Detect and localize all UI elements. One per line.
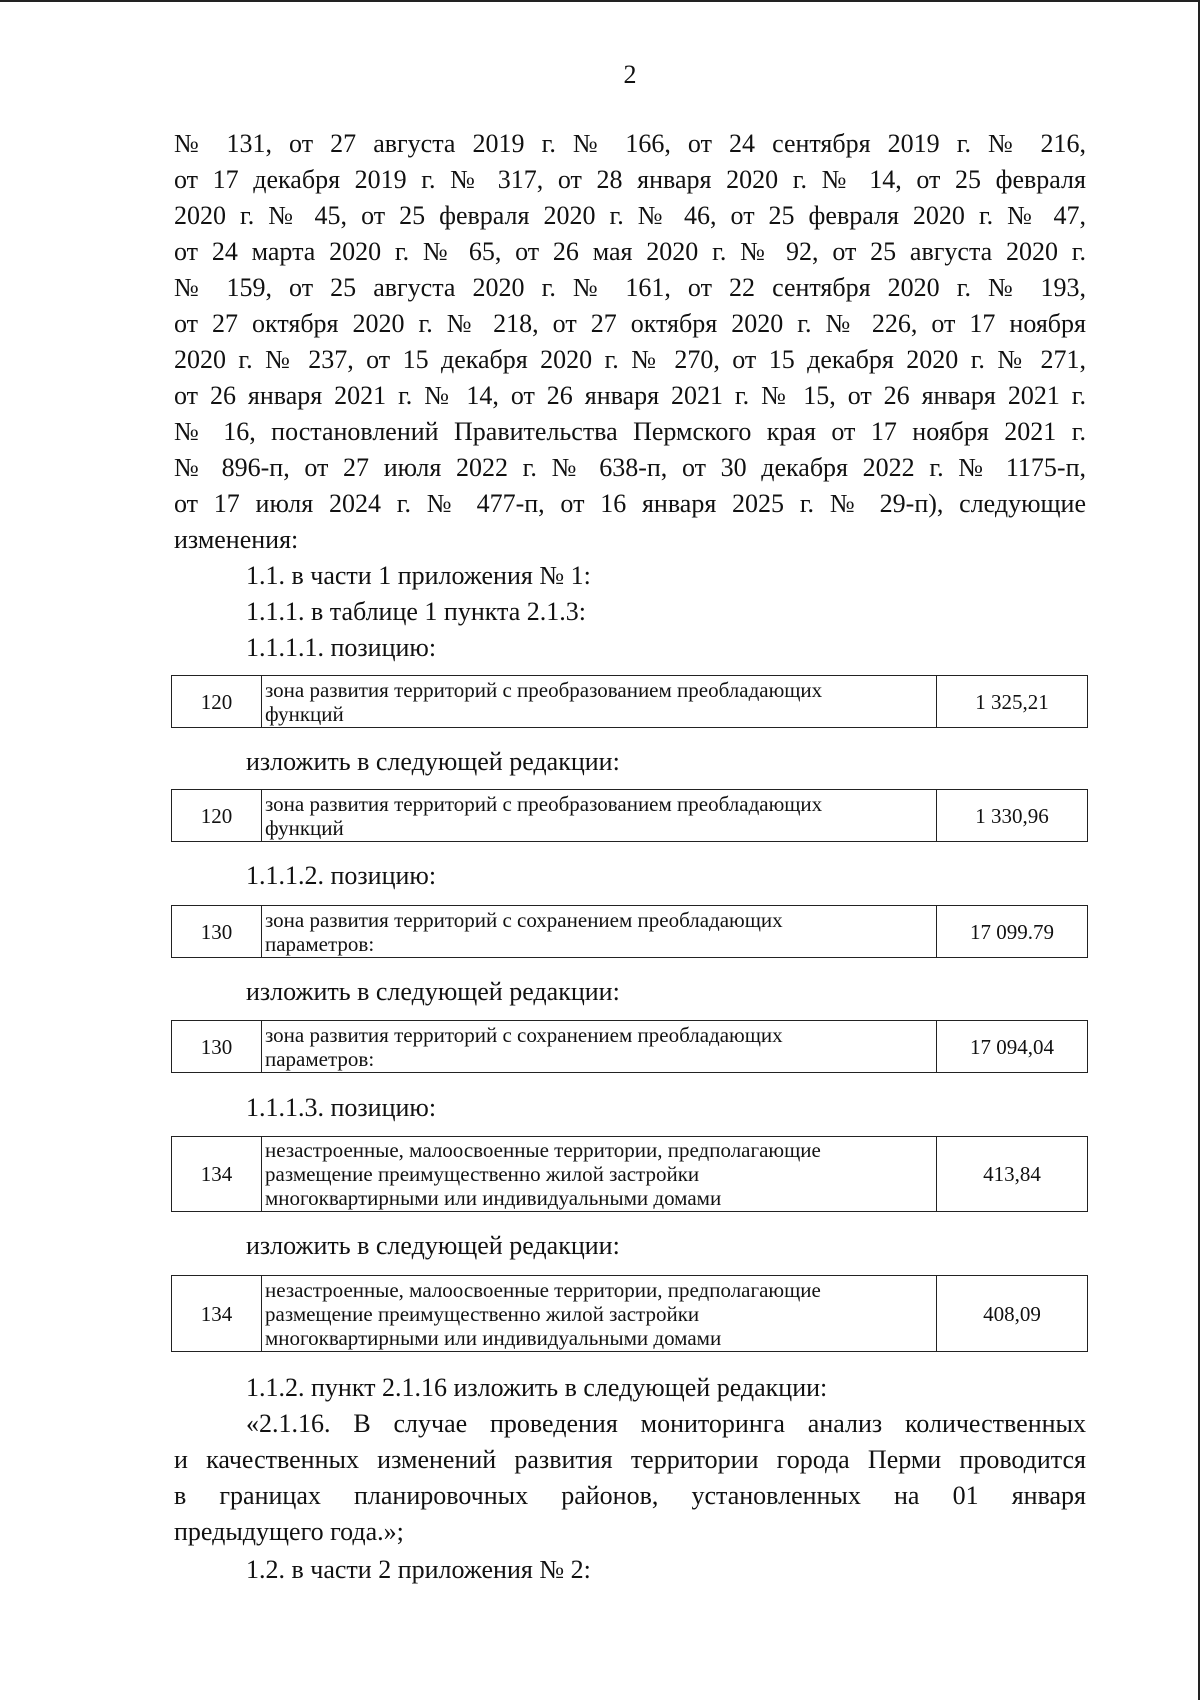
table-cell-value: 413,84 <box>937 1137 1088 1212</box>
description-line: многоквартирными или индивидуальными домами <box>265 1186 722 1210</box>
description-line: параметров: <box>265 1046 375 1071</box>
intro-line: от 17 декабря 2019 г. № 317, от 28 января 2020 г. № 14, от 25 февраля <box>174 165 1086 194</box>
table-cell-description <box>262 1021 937 1073</box>
table-cell-value: 1 330,96 <box>937 790 1088 842</box>
intro-line: 2020 г. № 45, от 25 февраля 2020 г. № 46, от 25 февраля 2020 г. № 47, <box>174 201 1086 230</box>
quote-line: в границах планировочных районов, установленных на 01 января <box>174 1481 1086 1510</box>
intro-line: изменения: <box>174 525 299 554</box>
description-line: функций <box>265 701 344 726</box>
intro-line: от 24 марта 2020 г. № 65, от 26 мая 2020 г. № 92, от 25 августа 2020 г. <box>174 237 1086 266</box>
intro-line: от 27 октября 2020 г. № 218, от 27 октября 2020 г. № 226, от 17 ноября <box>174 309 1086 338</box>
replace-instruction: изложить в следующей редакции: <box>246 1231 620 1260</box>
description-line: многоквартирными или индивидуальными домами <box>265 1325 722 1350</box>
description-line: размещение преимущественно жилой застройки <box>265 1162 700 1186</box>
description-line: незастроенные, малоосвоенные территории, предполагающие <box>265 1277 821 1302</box>
item-1-1-1-3: 1.1.1.3. позицию: <box>246 1093 437 1122</box>
table-cell-number: 120 <box>172 790 262 842</box>
intro-line: № 131, от 27 августа 2019 г. № 166, от 24 сентября 2019 г. № 216, <box>174 129 1086 158</box>
table-cell-value: 408,09 <box>937 1276 1088 1352</box>
intro-line: № 16, постановлений Правительства Пермского края от 17 ноября 2021 г. <box>174 417 1086 446</box>
table-cell-value: 17 099.79 <box>937 906 1088 958</box>
position-table-134-new <box>171 1275 1088 1352</box>
description-line: зона развития территорий с преобразованием преобладающих <box>265 677 823 702</box>
quote-line: предыдущего года.»; <box>174 1517 404 1546</box>
description-line: размещение преимущественно жилой застройки <box>265 1301 700 1326</box>
table-cell-description <box>262 676 937 728</box>
description-line: зона развития территорий с сохранением преобладающих <box>265 1022 783 1047</box>
replace-instruction: изложить в следующей редакции: <box>246 747 620 776</box>
position-table-130-old <box>171 905 1088 958</box>
table-cell-value: 1 325,21 <box>937 676 1088 728</box>
table-cell-number: 120 <box>172 676 262 728</box>
table-cell-description <box>262 906 937 958</box>
table-cell-number: 130 <box>172 1021 262 1073</box>
quote-line: «2.1.16. В случае проведения мониторинга анализ количественных <box>246 1409 1086 1438</box>
page-number: 2 <box>623 60 637 89</box>
item-1-1-2: 1.1.2. пункт 2.1.16 изложить в следующей редакции: <box>246 1373 828 1402</box>
item-1-1-1-2: 1.1.1.2. позицию: <box>246 861 437 890</box>
position-table-134-old <box>171 1136 1088 1212</box>
item-1-1-1: 1.1.1. в таблице 1 пункта 2.1.3: <box>246 597 586 626</box>
description-line: зона развития территорий с преобразованием преобладающих <box>265 791 823 816</box>
replace-instruction: изложить в следующей редакции: <box>246 977 620 1006</box>
description-line: незастроенные, малоосвоенные территории, предполагающие <box>265 1138 821 1162</box>
table-cell-value: 17 094,04 <box>937 1021 1088 1073</box>
table-cell-number: 130 <box>172 906 262 958</box>
table-cell-description <box>262 1276 937 1352</box>
description-line: параметров: <box>265 931 375 956</box>
table-cell-description <box>262 790 937 842</box>
description-line: функций <box>265 815 344 840</box>
position-table-120-new <box>171 789 1088 842</box>
item-1-1-1-1: 1.1.1.1. позицию: <box>246 633 437 662</box>
scan-border-top <box>0 0 1200 2</box>
table-cell-number: 134 <box>172 1137 262 1212</box>
intro-line: № 896-п, от 27 июля 2022 г. № 638-п, от 30 декабря 2022 г. № 1175-п, <box>174 453 1086 482</box>
position-table-130-new <box>171 1020 1088 1073</box>
intro-line: от 17 июля 2024 г. № 477-п, от 16 января 2025 г. № 29-п), следующие <box>174 489 1086 518</box>
item-1-2: 1.2. в части 2 приложения № 2: <box>246 1555 591 1584</box>
quote-line: и качественных изменений развития территории города Перми проводится <box>174 1445 1086 1474</box>
intro-line: № 159, от 25 августа 2020 г. № 161, от 22 сентября 2020 г. № 193, <box>174 273 1086 302</box>
item-1-1: 1.1. в части 1 приложения № 1: <box>246 561 591 590</box>
intro-line: 2020 г. № 237, от 15 декабря 2020 г. № 270, от 15 декабря 2020 г. № 271, <box>174 345 1086 374</box>
table-cell-description <box>262 1137 937 1212</box>
intro-line: от 26 января 2021 г. № 14, от 26 января 2021 г. № 15, от 26 января 2021 г. <box>174 381 1086 410</box>
table-cell-number: 134 <box>172 1276 262 1352</box>
description-line: зона развития территорий с сохранением преобладающих <box>265 907 783 932</box>
position-table-120-old <box>171 675 1088 728</box>
